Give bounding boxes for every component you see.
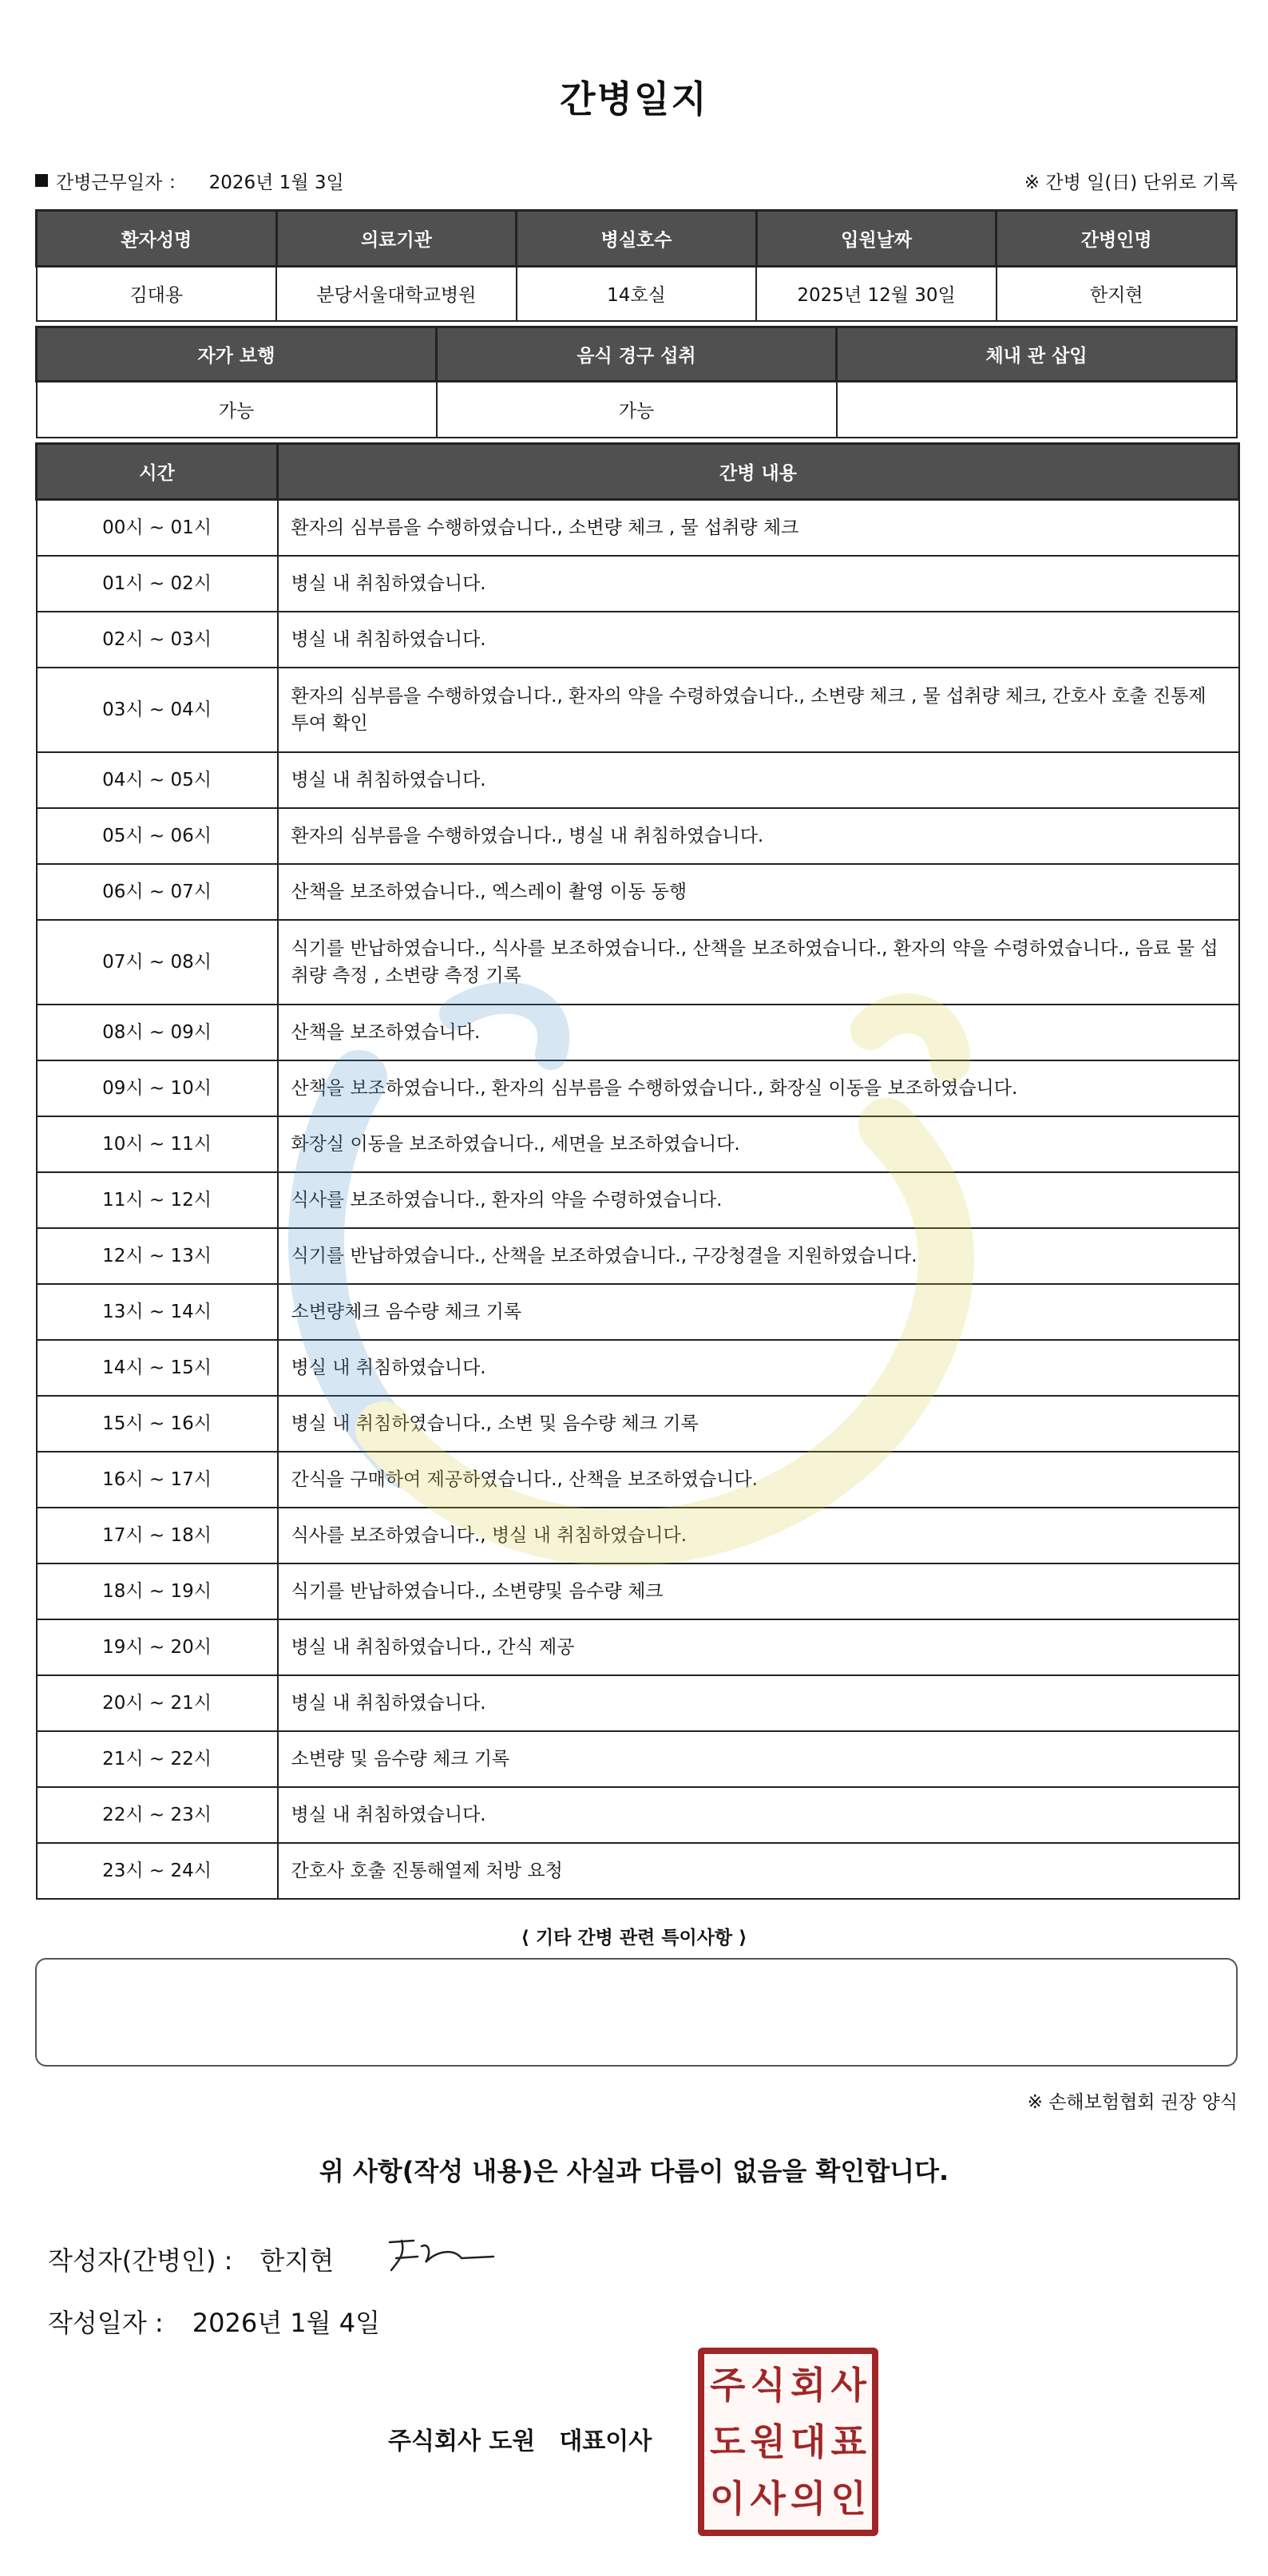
log-time: 16시 ~ 17시 — [37, 1452, 278, 1508]
care-log-row — [37, 1619, 1239, 1675]
care-log-row — [37, 1340, 1239, 1396]
duty-date-label: 간병근무일자 ： — [56, 172, 187, 193]
writer-label: 작성자(간병인) : — [48, 2245, 233, 2276]
care-log-row — [37, 920, 1239, 1005]
header-admission-date: 입원날짜 — [756, 211, 997, 267]
care-log-row — [37, 1452, 1239, 1508]
log-time: 06시 ~ 07시 — [37, 864, 278, 920]
care-log-row — [37, 752, 1239, 808]
square-bullet-icon — [35, 174, 48, 187]
care-log-row — [37, 668, 1239, 752]
header-self-walking: 자가 보행 — [37, 327, 437, 382]
care-log-row — [37, 1284, 1239, 1340]
log-time: 14시 ~ 15시 — [37, 1340, 278, 1396]
log-content: 병실 내 취침하였습니다. — [278, 1787, 1239, 1843]
log-content: 병실 내 취침하였습니다. — [278, 1675, 1239, 1731]
header-caregiver: 간병인명 — [997, 211, 1237, 267]
log-time: 03시 ~ 04시 — [37, 668, 278, 752]
written-date-label: 작성일자 : — [48, 2308, 164, 2338]
care-log-row — [37, 556, 1239, 612]
care-log-row — [37, 1563, 1239, 1619]
log-time: 07시 ~ 08시 — [37, 920, 278, 1005]
patient-info-table — [35, 209, 1238, 322]
log-time: 21시 ~ 22시 — [37, 1731, 278, 1787]
care-log-row — [37, 1060, 1239, 1116]
header-oral-intake: 음식 경구 섭취 — [437, 327, 837, 382]
oral-intake-value: 가능 — [437, 382, 837, 438]
log-content: 산책을 보조하였습니다., 환자의 심부름을 수행하였습니다., 화장실 이동을 보조하였습니다. — [278, 1060, 1239, 1116]
log-time: 17시 ~ 18시 — [37, 1508, 278, 1563]
header-room: 병실호수 — [517, 211, 757, 267]
seal-character: 표 — [830, 2419, 866, 2463]
status-header-row — [37, 327, 1237, 382]
log-time: 22시 ~ 23시 — [37, 1787, 278, 1843]
seal-character: 주 — [710, 2364, 746, 2408]
notes-box — [35, 1958, 1238, 2067]
header-care-content: 간병 내용 — [278, 444, 1239, 500]
log-content: 소변량 및 음수량 체크 기록 — [278, 1731, 1239, 1787]
written-date-line — [48, 2303, 380, 2340]
log-content: 식기를 반납하였습니다., 식사를 보조하였습니다., 산책을 보조하였습니다., 환자의 약을 수령하였습니다., 음료 물 섭취량 측정 , 소변량 측정 기록 — [278, 920, 1239, 1005]
notes-label: ⟨ 기타 간병 관련 특이사항 ⟩ — [521, 1928, 747, 1948]
log-time: 19시 ~ 20시 — [37, 1619, 278, 1675]
self-walking-value: 가능 — [37, 382, 437, 438]
log-time: 20시 ~ 21시 — [37, 1675, 278, 1731]
seal-character: 원 — [750, 2419, 786, 2463]
seal-character: 대 — [791, 2419, 826, 2463]
duty-date-value: 2026년 1월 3일 — [208, 172, 344, 193]
log-content: 병실 내 취침하였습니다. — [278, 752, 1239, 808]
care-log-table — [35, 442, 1240, 1900]
duty-date — [35, 168, 344, 194]
log-content: 산책을 보조하였습니다. — [278, 1005, 1239, 1060]
company-name: 주식회사 도원 — [388, 2427, 536, 2455]
log-content: 소변량체크 음수량 체크 기록 — [278, 1284, 1239, 1340]
care-log-row — [37, 1172, 1239, 1228]
log-content: 병실 내 취침하였습니다., 소변 및 음수량 체크 기록 — [278, 1396, 1239, 1452]
care-log-row — [37, 1005, 1239, 1060]
care-log-row — [37, 612, 1239, 668]
log-time: 05시 ~ 06시 — [37, 808, 278, 864]
written-date-value: 2026년 1월 4일 — [192, 2308, 381, 2338]
log-content: 환자의 심부름을 수행하였습니다., 소변량 체크 , 물 섭취량 체크 — [278, 500, 1239, 556]
page-title: 간병일지 — [560, 77, 708, 121]
care-log-row — [37, 1843, 1239, 1899]
caregiver-name: 한지현 — [997, 267, 1237, 321]
room: 14호실 — [517, 267, 757, 321]
log-content: 병실 내 취침하였습니다. — [278, 1340, 1239, 1396]
log-content: 병실 내 취침하였습니다. — [278, 556, 1239, 612]
hospital: 분당서울대학교병원 — [276, 267, 517, 321]
care-log-row — [37, 808, 1239, 864]
log-content: 간식을 구매하여 제공하였습니다., 산책을 보조하였습니다. — [278, 1452, 1239, 1508]
status-table — [35, 326, 1238, 438]
log-time: 18시 ~ 19시 — [37, 1563, 278, 1619]
log-time: 13시 ~ 14시 — [37, 1284, 278, 1340]
log-content: 병실 내 취침하였습니다. — [278, 612, 1239, 668]
log-time: 00시 ~ 01시 — [37, 500, 278, 556]
log-content: 간호사 호출 진통해열제 처방 요청 — [278, 1843, 1239, 1899]
patient-info-header-row — [37, 211, 1237, 267]
care-log-row — [37, 1396, 1239, 1452]
log-time: 15시 ~ 16시 — [37, 1396, 278, 1452]
header-hospital: 의료기관 — [276, 211, 517, 267]
log-content: 병실 내 취침하였습니다., 간식 제공 — [278, 1619, 1239, 1675]
care-log-row — [37, 500, 1239, 556]
care-log-row — [37, 1116, 1239, 1172]
patient-info-value-row — [37, 267, 1237, 321]
log-time: 23시 ~ 24시 — [37, 1843, 278, 1899]
duty-date-row — [35, 166, 1238, 195]
log-content: 환자의 심부름을 수행하였습니다., 병실 내 취침하였습니다. — [278, 808, 1239, 864]
admission-date: 2025년 12월 30일 — [756, 267, 997, 321]
care-log-row — [37, 1228, 1239, 1284]
confirmation-statement: 위 사항(작성 내용)은 사실과 다름이 없음을 확인합니다. — [319, 2156, 949, 2186]
log-content: 화장실 이동을 보조하였습니다., 세면을 보조하였습니다. — [278, 1116, 1239, 1172]
header-time: 시간 — [37, 444, 278, 500]
log-content: 식사를 보조하였습니다., 환자의 약을 수령하였습니다. — [278, 1172, 1239, 1228]
seal-character: 사 — [830, 2364, 866, 2408]
tube-insertion-value — [837, 382, 1237, 438]
care-log-row — [37, 1675, 1239, 1731]
care-log-header-row — [37, 444, 1239, 500]
writer-name: 한지현 — [260, 2245, 335, 2276]
care-log-row — [37, 1508, 1239, 1563]
log-content: 식사를 보조하였습니다., 병실 내 취침하였습니다. — [278, 1508, 1239, 1563]
header-tube-insertion: 체내 관 삽입 — [837, 327, 1237, 382]
seal-character: 식 — [750, 2364, 786, 2408]
company-line — [388, 2421, 652, 2456]
care-log-row — [37, 1731, 1239, 1787]
log-content: 식기를 반납하였습니다., 산책을 보조하였습니다., 구강청결을 지원하였습니다. — [278, 1228, 1239, 1284]
log-content: 환자의 심부름을 수행하였습니다., 환자의 약을 수령하였습니다., 소변량 체크 , 물 섭취량 체크, 간호사 호출 진통제 투여 확인 — [278, 668, 1239, 752]
log-time: 04시 ~ 05시 — [37, 752, 278, 808]
patient-name: 김대용 — [37, 267, 277, 321]
care-log-row — [37, 1787, 1239, 1843]
log-content: 산책을 보조하였습니다., 엑스레이 촬영 이동 동행 — [278, 864, 1239, 920]
recommend-note: ※ 손해보험협회 권장 양식 — [1027, 2092, 1238, 2113]
seal-character: 회 — [791, 2364, 826, 2408]
seal-character: 사 — [750, 2476, 786, 2520]
log-time: 10시 ~ 11시 — [37, 1116, 278, 1172]
log-time: 02시 ~ 03시 — [37, 612, 278, 668]
company-title: 대표이사 — [559, 2427, 652, 2455]
writer-line — [48, 2241, 334, 2277]
seal-character: 의 — [791, 2476, 826, 2520]
header-patient-name: 환자성명 — [37, 211, 277, 267]
company-seal-stamp — [698, 2348, 878, 2536]
log-time: 12시 ~ 13시 — [37, 1228, 278, 1284]
log-time: 01시 ~ 02시 — [37, 556, 278, 612]
seal-character: 도 — [710, 2419, 746, 2463]
care-log-row — [37, 864, 1239, 920]
log-time: 09시 ~ 10시 — [37, 1060, 278, 1116]
log-time: 11시 ~ 12시 — [37, 1172, 278, 1228]
log-time: 08시 ~ 09시 — [37, 1005, 278, 1060]
signature — [382, 2226, 501, 2282]
seal-character: 이 — [710, 2476, 746, 2520]
status-value-row — [37, 382, 1237, 438]
seal-character: 인 — [830, 2476, 866, 2520]
unit-note: ※ 간병 일(日) 단위로 기록 — [1024, 172, 1238, 193]
log-content: 식기를 반납하였습니다., 소변량및 음수량 체크 — [278, 1563, 1239, 1619]
